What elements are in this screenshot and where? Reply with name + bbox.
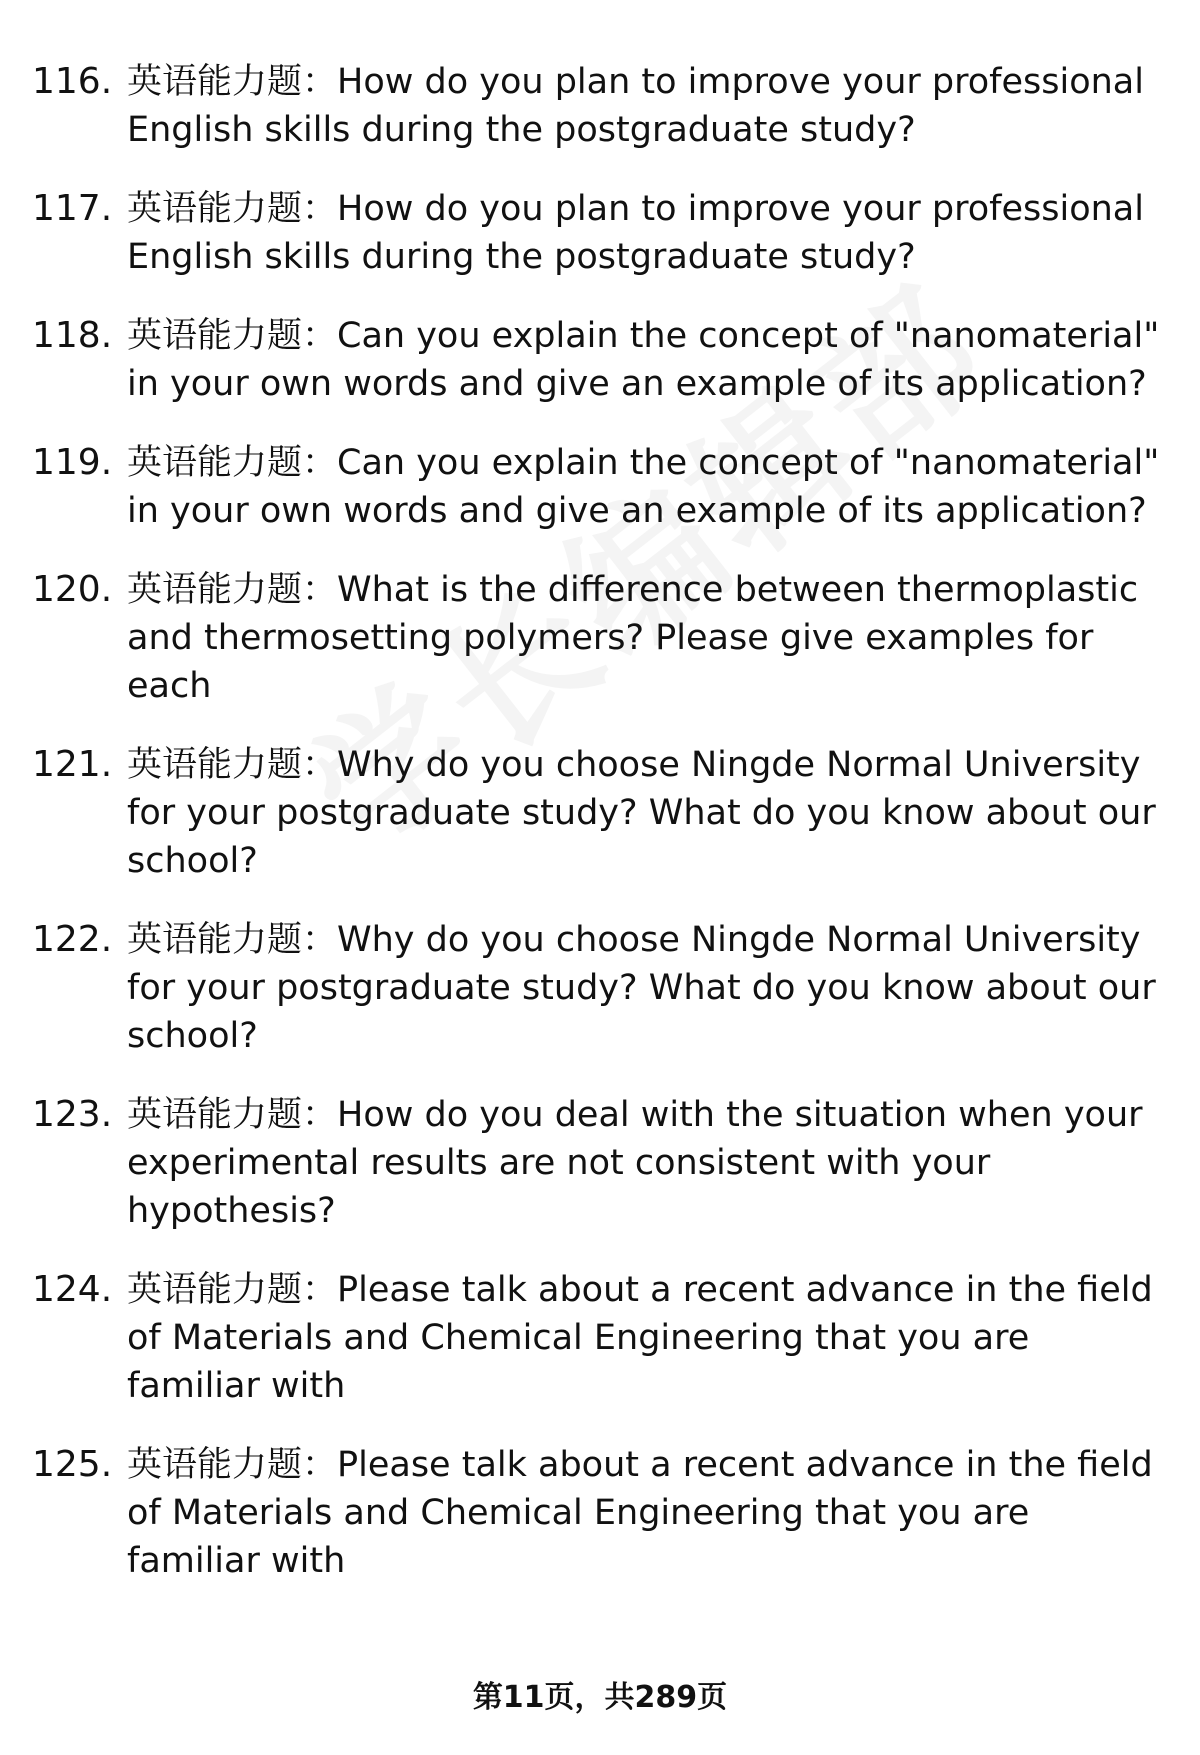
question-text <box>127 439 1167 535</box>
question-text <box>127 1266 1167 1410</box>
question-list <box>0 58 1200 1616</box>
question-body: Please talk about a recent advance in the field of Materials and Chemical Engineering that you are familiar with <box>127 1445 1153 1581</box>
question-number: 123. <box>32 1094 113 1135</box>
list-item <box>0 439 1200 535</box>
question-number: 116. <box>32 61 113 102</box>
question-number: 125. <box>32 1444 113 1485</box>
question-body: Why do you choose Ningde Normal University for your postgraduate study? What do you know about our school? <box>127 745 1156 881</box>
list-item <box>0 312 1200 408</box>
question-prefix: 英语能力题： <box>127 1095 338 1135</box>
question-body: How do you plan to improve your professional English skills during the postgraduate study? <box>127 62 1144 150</box>
question-text <box>127 741 1167 885</box>
question-number: 121. <box>32 744 113 785</box>
question-prefix: 英语能力题： <box>127 189 338 229</box>
question-number: 119. <box>32 442 113 483</box>
list-item <box>0 741 1200 885</box>
question-body: What is the difference between thermoplastic and thermosetting polymers? Please give examples for each <box>127 570 1139 706</box>
question-prefix: 英语能力题： <box>127 570 338 610</box>
question-prefix: 英语能力题： <box>127 1270 338 1310</box>
question-text <box>127 1091 1167 1235</box>
question-text <box>127 916 1167 1060</box>
list-item <box>0 1266 1200 1410</box>
list-item <box>0 185 1200 281</box>
question-text <box>127 566 1167 710</box>
list-item <box>0 566 1200 710</box>
question-prefix: 英语能力题： <box>127 443 338 483</box>
question-text <box>127 1441 1167 1585</box>
question-text <box>127 312 1167 408</box>
question-prefix: 英语能力题： <box>127 316 338 356</box>
list-item <box>0 58 1200 154</box>
question-number: 124. <box>32 1269 113 1310</box>
question-number: 122. <box>32 919 113 960</box>
list-item <box>0 1441 1200 1585</box>
page-number: 第11页，共289页 <box>472 1680 728 1715</box>
question-prefix: 英语能力题： <box>127 62 338 102</box>
list-item <box>0 1091 1200 1235</box>
question-number: 120. <box>32 569 113 610</box>
list-item <box>0 916 1200 1060</box>
question-body: Can you explain the concept of "nanomaterial" in your own words and give an example of its application? <box>127 316 1160 404</box>
question-number: 118. <box>32 315 113 356</box>
question-number: 117. <box>32 188 113 229</box>
question-text <box>127 58 1167 154</box>
question-body: Please talk about a recent advance in the field of Materials and Chemical Engineering that you are familiar with <box>127 1270 1153 1406</box>
question-body: Can you explain the concept of "nanomaterial" in your own words and give an example of its application? <box>127 443 1160 531</box>
question-body: How do you deal with the situation when your experimental results are not consistent with your hypothesis? <box>127 1095 1143 1231</box>
question-prefix: 英语能力题： <box>127 920 338 960</box>
question-prefix: 英语能力题： <box>127 745 338 785</box>
question-body: How do you plan to improve your professional English skills during the postgraduate study? <box>127 189 1144 277</box>
question-prefix: 英语能力题： <box>127 1445 338 1485</box>
question-text <box>127 185 1167 281</box>
question-body: Why do you choose Ningde Normal University for your postgraduate study? What do you know about our school? <box>127 920 1156 1056</box>
